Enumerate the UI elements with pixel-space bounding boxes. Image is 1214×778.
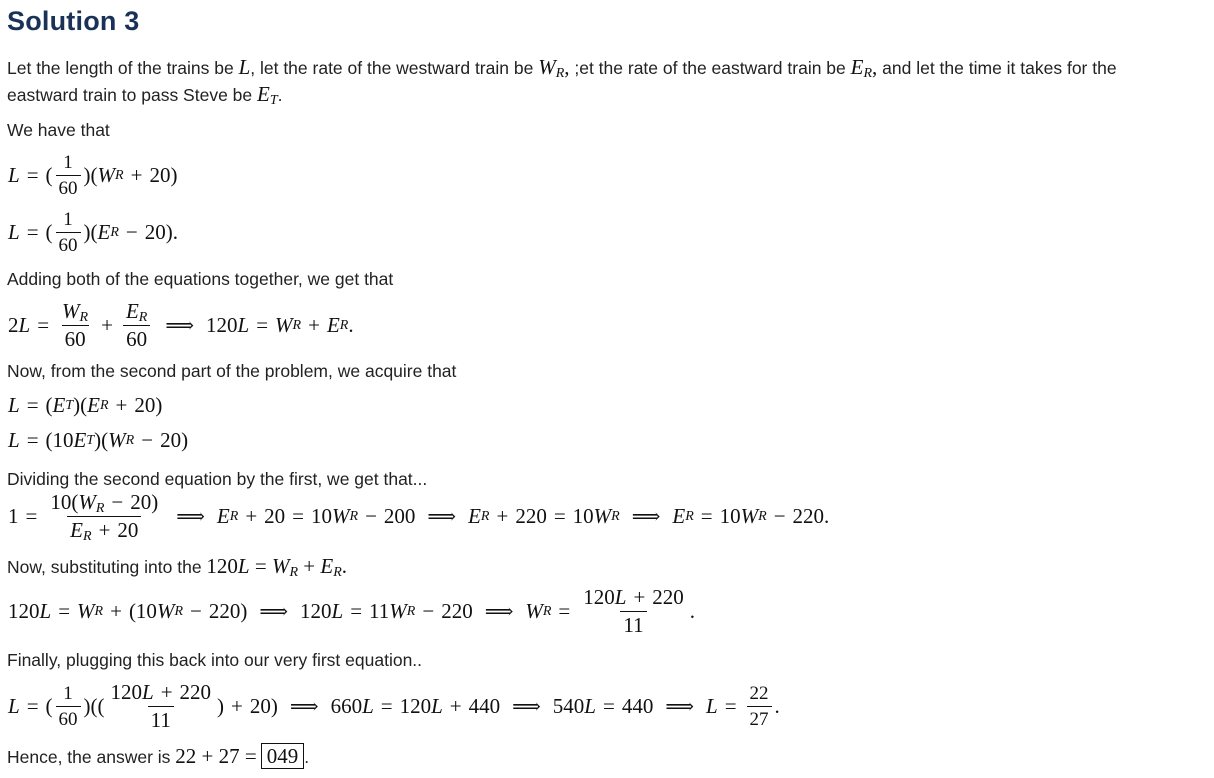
answer-line: Hence, the answer is 22 + 27 = 049 . (7, 744, 310, 768)
finally-text: Finally, plugging this back into our very first equation.. (7, 650, 423, 670)
math-sum: 22 + 27 = (175, 744, 257, 768)
dividing-text: Dividing the second equation by the first, we get that... (7, 469, 428, 489)
we-have-text: We have that (7, 120, 110, 140)
answer-box: 049 (261, 743, 305, 769)
math-ET: $E_T$ (257, 82, 278, 108)
equation-divide: 1 = $\frac{10(W_R - 20)}{E_R + 20}$ ⟹ E R + 20 = 10 W R − 200 ⟹ E R + 220 = 10 W R ⟹ E R = 10 W R − 220. (8, 490, 830, 544)
substituting-text: Now, substituting into the $120L = W_R + E_R$. (7, 554, 347, 580)
equation-1: L = ( $\frac{1}{60}$ )( W R + 20) (8, 152, 178, 199)
adding-text: Adding both of the equations together, we get that (7, 269, 394, 289)
second-part-text: Now, from the second part of the problem, we acquire that (7, 361, 457, 381)
math-120L: $120L = W_R + E_R$. (206, 554, 347, 580)
equation-final: L = ( $\frac{1}{60}$ )(( $\frac{120L + 220}{11}$ ) + 20) ⟹ 660 L = 120 L + 440 ⟹ 540 L = 440 ⟹ L = $\frac{22}{27}$ . (8, 680, 780, 732)
equation-sum: 2 L = $\frac{W_R}{60}$ + $\frac{E_R}{60}$ ⟹ 120 L = W R + E R . (8, 299, 354, 351)
intro-line-1: Let the length of the trains be L, let the rate of the westward train be $W_R$, ;et the rate of the eastward train be $E_R$, and let the time it takes for the (7, 55, 1117, 81)
equation-4: L = (10 E T )( W R − 20) (8, 428, 189, 452)
math-L: L (238, 55, 251, 79)
intro-line-2: eastward train to pass Steve be $E_T$. (7, 82, 283, 108)
equation-substitute: 120 L = W R + (10 W R − 220) ⟹ 120 L = 11 W R − 220 ⟹ W R = $\frac{120L + 220}{11}$ . (8, 585, 696, 637)
math-ER: $E_R$, (850, 55, 878, 81)
equation-2: L = ( $\frac{1}{60}$ )( E R − 20). (8, 209, 179, 256)
solution-heading: Solution 3 (7, 6, 140, 36)
math-WR: $W_R$, (538, 55, 570, 81)
equation-3: L = ( E T )( E R + 20) (8, 393, 163, 417)
